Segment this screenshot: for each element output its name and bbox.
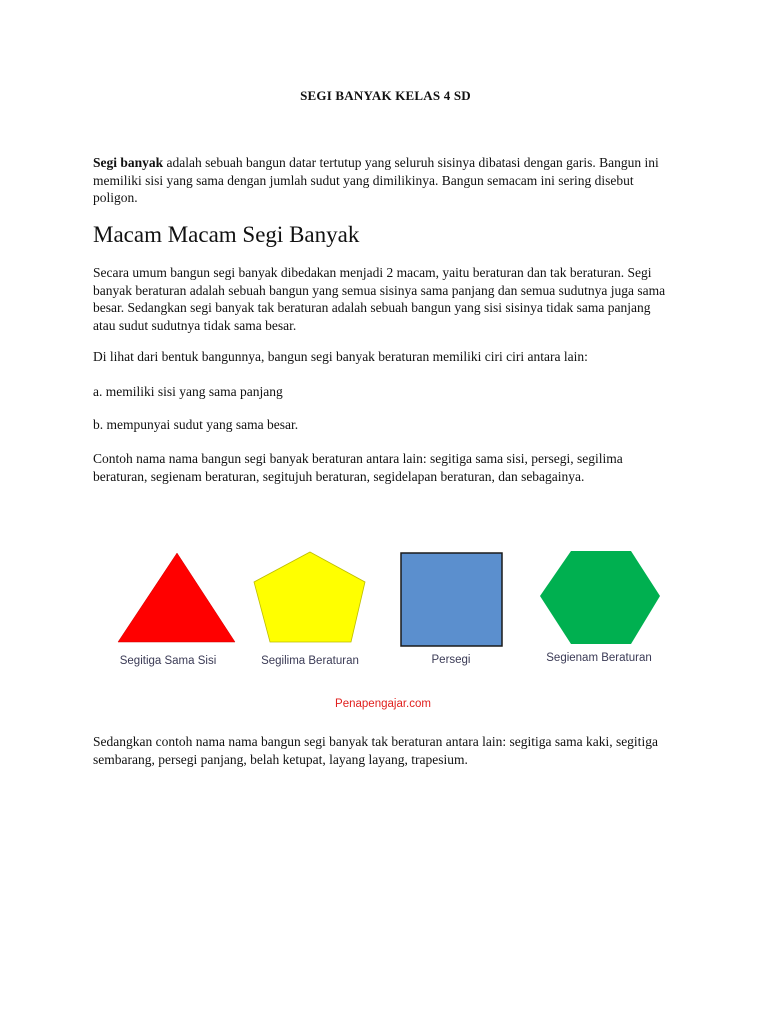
triangle-shape xyxy=(118,553,235,642)
list-item-a: a. memiliki sisi yang sama panjang xyxy=(93,384,283,399)
label-triangle: Segitiga Sama Sisi xyxy=(119,655,217,667)
hexagon-shape xyxy=(540,551,660,644)
label-square: Persegi xyxy=(431,654,471,666)
label-hexagon: Segienam Beraturan xyxy=(546,652,652,664)
paragraph-types: Secara umum bangun segi banyak dibedakan menjadi 2 macam, yaitu beraturan dan tak beraturan. Segi banyak beraturan adalah sebuah bangun yang semua sisinya sama panjang dan semua sudutnya juga sama besar. Sedangkan segi banyak tak beraturan adalah sebuah bangun yang sisi sisinya tidak sama panjang atau sudut sudutnya tidak sama besar. xyxy=(93,265,666,333)
paragraph-characteristics: Di lihat dari bentuk bangunnya, bangun segi banyak beraturan memiliki ciri ciri antara lain: xyxy=(93,349,588,364)
paragraph-irregular-examples: Sedangkan contoh nama nama bangun segi banyak tak beraturan antara lain: segitiga sama kaki, segitiga sembarang, persegi panjang, belah ketupat, layang layang, trapesium. xyxy=(93,734,658,767)
paragraph-regular-examples: Contoh nama nama bangun segi banyak beraturan antara lain: segitiga sama sisi, persegi, segilima beraturan, segienam beraturan, segitujuh beraturan, segidelapan beraturan, dan sebagainya. xyxy=(93,451,623,484)
document-title: SEGI BANYAK KELAS 4 SD xyxy=(300,88,471,103)
square-shape xyxy=(401,553,502,646)
polygon-illustration xyxy=(93,540,678,720)
polygon-figure xyxy=(93,540,678,720)
pentagon-shape xyxy=(254,552,365,642)
intro-paragraph xyxy=(93,154,673,207)
intro-text: adalah sebuah bangun datar tertutup yang seluruh sisinya dibatasi dengan garis. Bangun ini memiliki sisi yang sama dengan jumlah sudut yang dimilikinya. Bangun semacam ini sering disebut poligon. xyxy=(93,155,659,205)
list-item-b: b. mempunyai sudut yang sama besar. xyxy=(93,417,299,432)
label-pentagon: Segilima Beraturan xyxy=(261,655,359,667)
intro-bold-term: Segi banyak xyxy=(93,155,164,170)
figure-credit: Penapengajar.com xyxy=(335,698,431,710)
section-heading: Macam Macam Segi Banyak xyxy=(93,222,360,247)
